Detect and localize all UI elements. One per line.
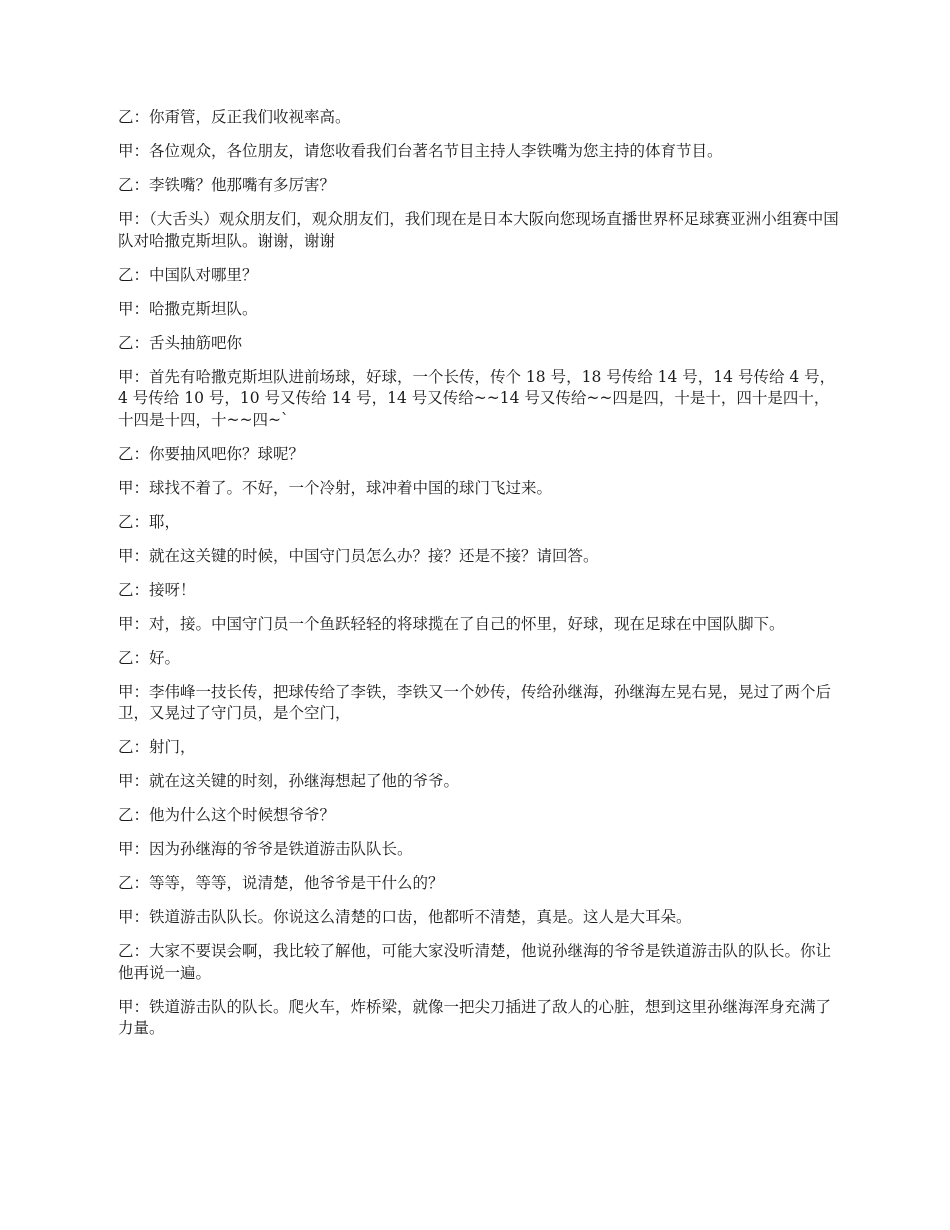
dialogue-line: 甲：铁道游击队队长。你说这么清楚的口齿，他都听不清楚，真是。这人是大耳朵。	[118, 908, 692, 926]
dialogue-line: 甲：各位观众，各位朋友，请您收看我们台著名节目主持人李铁嘴为您主持的体育节目。	[118, 142, 723, 160]
dialogue-line: 乙：好。	[118, 648, 181, 667]
document-page	[118, 107, 840, 1052]
dialogue-line: 乙：耶，	[118, 512, 181, 531]
dialogue-line: 甲：李伟峰一技长传，把球传给了李铁，李铁又一个妙传，传给孙继海，孙继海左晃右晃，晃过了两个后卫，又晃过了守门员，是个空门，	[118, 682, 832, 722]
dialogue-line: 乙：大家不要误会啊，我比较了解他，可能大家没听清楚，他说孙继海的爷爷是铁道游击队的队长。你让他再说一遍。	[118, 942, 832, 982]
dialogue-line: 乙：你甭管，反正我们收视率高。	[118, 108, 351, 126]
dialogue-line: 乙：李铁嘴？他那嘴有多厉害？	[118, 176, 336, 194]
dialogue-line: 乙：他为什么这个时候想爷爷？	[118, 806, 336, 824]
dialogue-line: 甲：球找不着了。不好，一个冷射，球冲着中国的球门飞过来。	[118, 478, 553, 497]
dialogue-line: 甲：铁道游击队的队长。爬火车，炸桥梁，就像一把尖刀插进了敌人的心脏，想到这里孙继海浑身充满了力量。	[118, 997, 832, 1037]
dialogue-line: 乙：等等，等等，说清楚，他爷爷是干什么的？	[118, 874, 444, 892]
dialogue-line: 甲：（大舌头）观众朋友们，观众朋友们，我们现在是日本大阪向您现场直播世界杯足球赛亚洲小组赛中国队对哈撒克斯坦队。谢谢，谢谢	[118, 210, 839, 250]
dialogue-line: 乙：射门，	[118, 738, 196, 756]
dialogue-line: 甲：因为孙继海的爷爷是铁道游击队队长。	[118, 840, 413, 858]
dialogue-line: 甲：哈撒克斯坦队。	[118, 299, 258, 318]
dialogue-line: 乙：中国队对哪里？	[118, 265, 258, 284]
dialogue-line: 甲：首先有哈撒克斯坦队进前场球，好球，一个长传，传个 18 号，18 号传给 14 号，14 号传给 4 号，4 号传给 10 号，10 号又传给 14 号，14 号又传给~~14 号又传给~~四是四，十是十，四十是四十，十四是十四，十~~四~`	[118, 367, 836, 429]
dialogue-line: 乙：你要抽风吧你？球呢？	[118, 444, 305, 463]
dialogue-line: 甲：就在这关键的时刻，孙继海想起了他的爷爷。	[118, 772, 460, 790]
dialogue-line: 乙：接呀！	[118, 580, 196, 599]
dialogue-line: 甲：对，接。中国守门员一个鱼跃轻轻的将球揽在了自己的怀里，好球，现在足球在中国队脚下。	[118, 614, 785, 633]
dialogue-line: 甲：就在这关键的时候，中国守门员怎么办？接？还是不接？请回答。	[118, 546, 599, 565]
dialogue-line: 乙：舌头抽筋吧你	[118, 333, 243, 352]
